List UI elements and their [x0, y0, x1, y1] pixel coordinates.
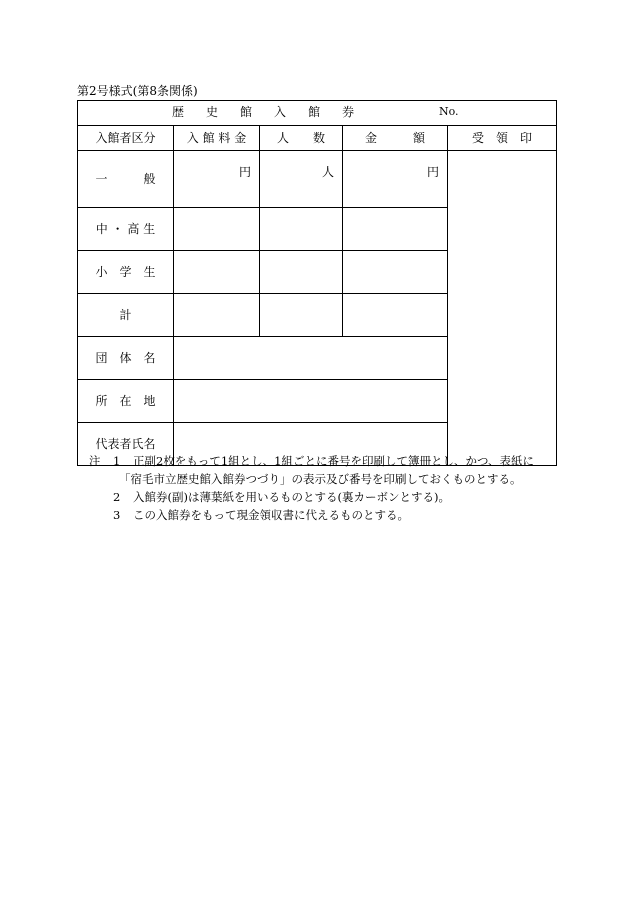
header-amount: 金 額: [343, 126, 448, 151]
ticket-title-cell: [78, 101, 557, 126]
note-number: 1: [113, 454, 121, 468]
total-count-cell: [260, 294, 343, 337]
total-amount-cell: [343, 294, 448, 337]
row-label-address: 所 在 地: [78, 380, 174, 423]
row-label-group-name: 団 体 名: [78, 337, 174, 380]
form-label: 第2号様式(第8条関係): [77, 84, 198, 98]
group-name-cell: [174, 337, 448, 380]
general-amount-cell: 円: [343, 151, 448, 208]
address-cell: [174, 380, 448, 423]
row-label-middle-high: 中 ・ 高 生: [78, 208, 174, 251]
general-fee-cell: 円: [174, 151, 260, 208]
notes-mark: 注: [89, 454, 101, 468]
total-fee-cell: [174, 294, 260, 337]
header-receipt: 受 領 印: [448, 126, 557, 151]
receipt-stamp-cell: [448, 151, 557, 466]
note-text: この入館券をもって現金領収書に代えるものとする。: [133, 508, 409, 522]
row-label-general: 一 般: [78, 151, 174, 208]
ticket-title: 歴 史 館 入 館 券: [172, 105, 355, 119]
note-text: 入館券(副)は薄葉紙を用いるものとする(裏カーボンとする)。: [133, 490, 450, 504]
row-label-elementary: 小 学 生: [78, 251, 174, 294]
header-fee: 入 館 料 金: [174, 126, 260, 151]
row-label-total: 計: [78, 294, 174, 337]
general-count-cell: 人: [260, 151, 343, 208]
elementary-count-cell: [260, 251, 343, 294]
middle-high-fee-cell: [174, 208, 260, 251]
middle-high-count-cell: [260, 208, 343, 251]
note-text: 正副2枚をもって1組とし、1組ごとに番号を印刷して簿冊とし、かつ、表紙に: [133, 454, 534, 468]
elementary-amount-cell: [343, 251, 448, 294]
header-category: 入館者区分: [78, 126, 174, 151]
admission-ticket-table: [77, 100, 557, 466]
row-label-representative: 代表者氏名: [78, 423, 174, 466]
middle-high-amount-cell: [343, 208, 448, 251]
header-count: 人 数: [260, 126, 343, 151]
elementary-fee-cell: [174, 251, 260, 294]
note-text: 「宿毛市立歴史館入館券つづり」の表示及び番号を印刷しておくものとする。: [119, 472, 522, 486]
ticket-number-label: No.: [439, 105, 459, 118]
note-number: 2: [113, 490, 121, 504]
note-number: 3: [113, 508, 121, 522]
